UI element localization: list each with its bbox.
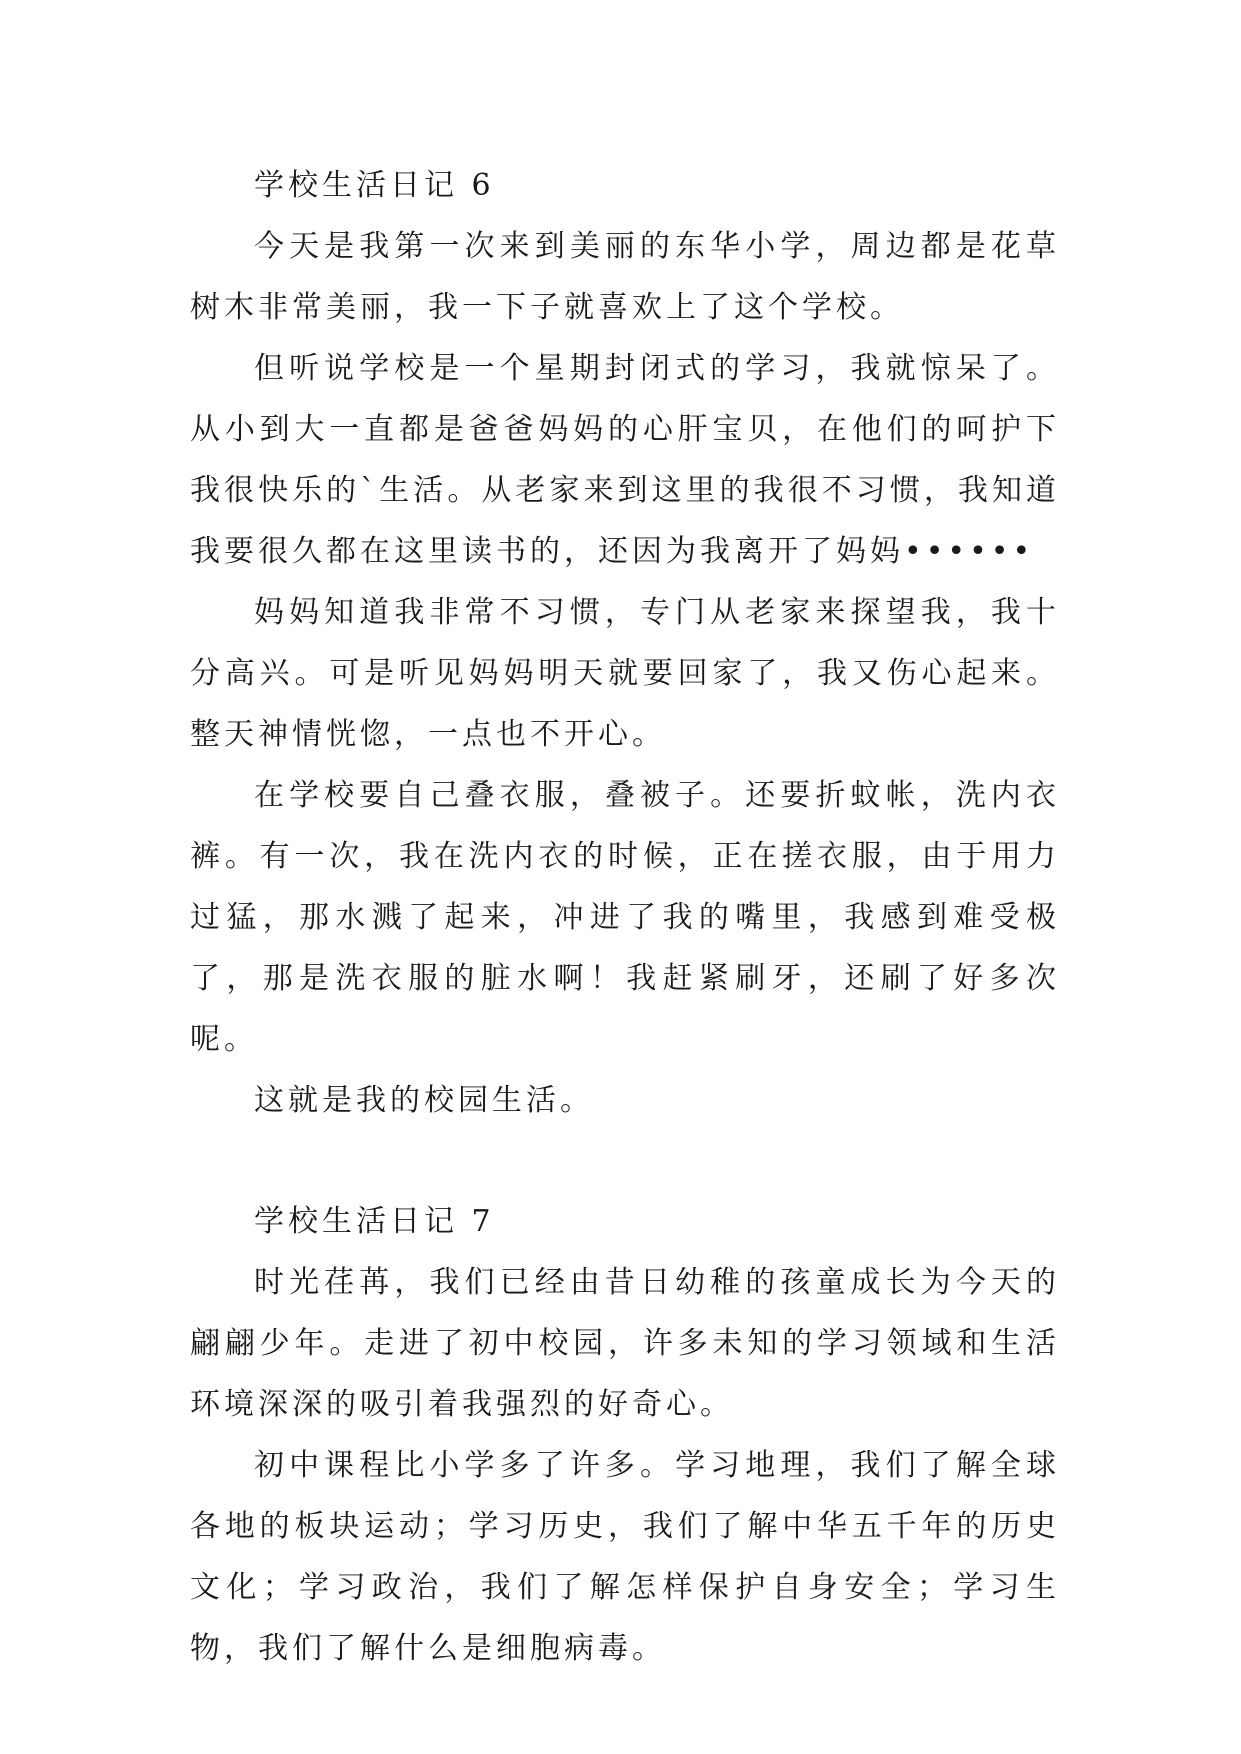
diary-entry-6 — [190, 155, 1060, 1131]
document-body — [190, 155, 1060, 1679]
diary-entry-7 — [190, 1191, 1060, 1679]
paragraph: 时光荏苒，我们已经由昔日幼稚的孩童成长为今天的翩翩少年。走进了初中校园，许多未知的学习领域和生活环境深深的吸引着我强烈的好奇心。 — [190, 1265, 1060, 1422]
paragraph: 但听说学校是一个星期封闭式的学习，我就惊呆了。从小到大一直都是爸爸妈妈的心肝宝贝，在他们的呵护下我很快乐的`生活。从老家来到这里的我很不习惯，我知道我要很久都在这里读书的，还因为我离开了妈妈•••••• — [190, 351, 1060, 569]
entry-title: 学校生活日记 6 — [254, 168, 495, 203]
paragraph: 妈妈知道我非常不习惯，专门从老家来探望我，我十分高兴。可是听见妈妈明天就要回家了，我又伤心起来。整天神情恍惚，一点也不开心。 — [190, 595, 1060, 752]
paragraph: 初中课程比小学多了许多。学习地理，我们了解全球各地的板块运动；学习历史，我们了解中华五千年的历史文化；学习政治，我们了解怎样保护自身安全；学习生物，我们了解什么是细胞病毒。 — [190, 1448, 1060, 1666]
paragraph: 在学校要自己叠衣服，叠被子。还要折蚊帐，洗内衣裤。有一次，我在洗内衣的时候，正在搓衣服，由于用力过猛，那水溅了起来，冲进了我的嘴里，我感到难受极了，那是洗衣服的脏水啊！我赶紧刷牙，还刷了好多次呢。 — [190, 778, 1060, 1057]
paragraph: 这就是我的校园生活。 — [254, 1083, 594, 1118]
paragraph: 今天是我第一次来到美丽的东华小学，周边都是花草树木非常美丽，我一下子就喜欢上了这个学校。 — [190, 229, 1060, 325]
entry-title: 学校生活日记 7 — [254, 1204, 495, 1239]
entry-divider-space — [190, 1131, 1060, 1191]
